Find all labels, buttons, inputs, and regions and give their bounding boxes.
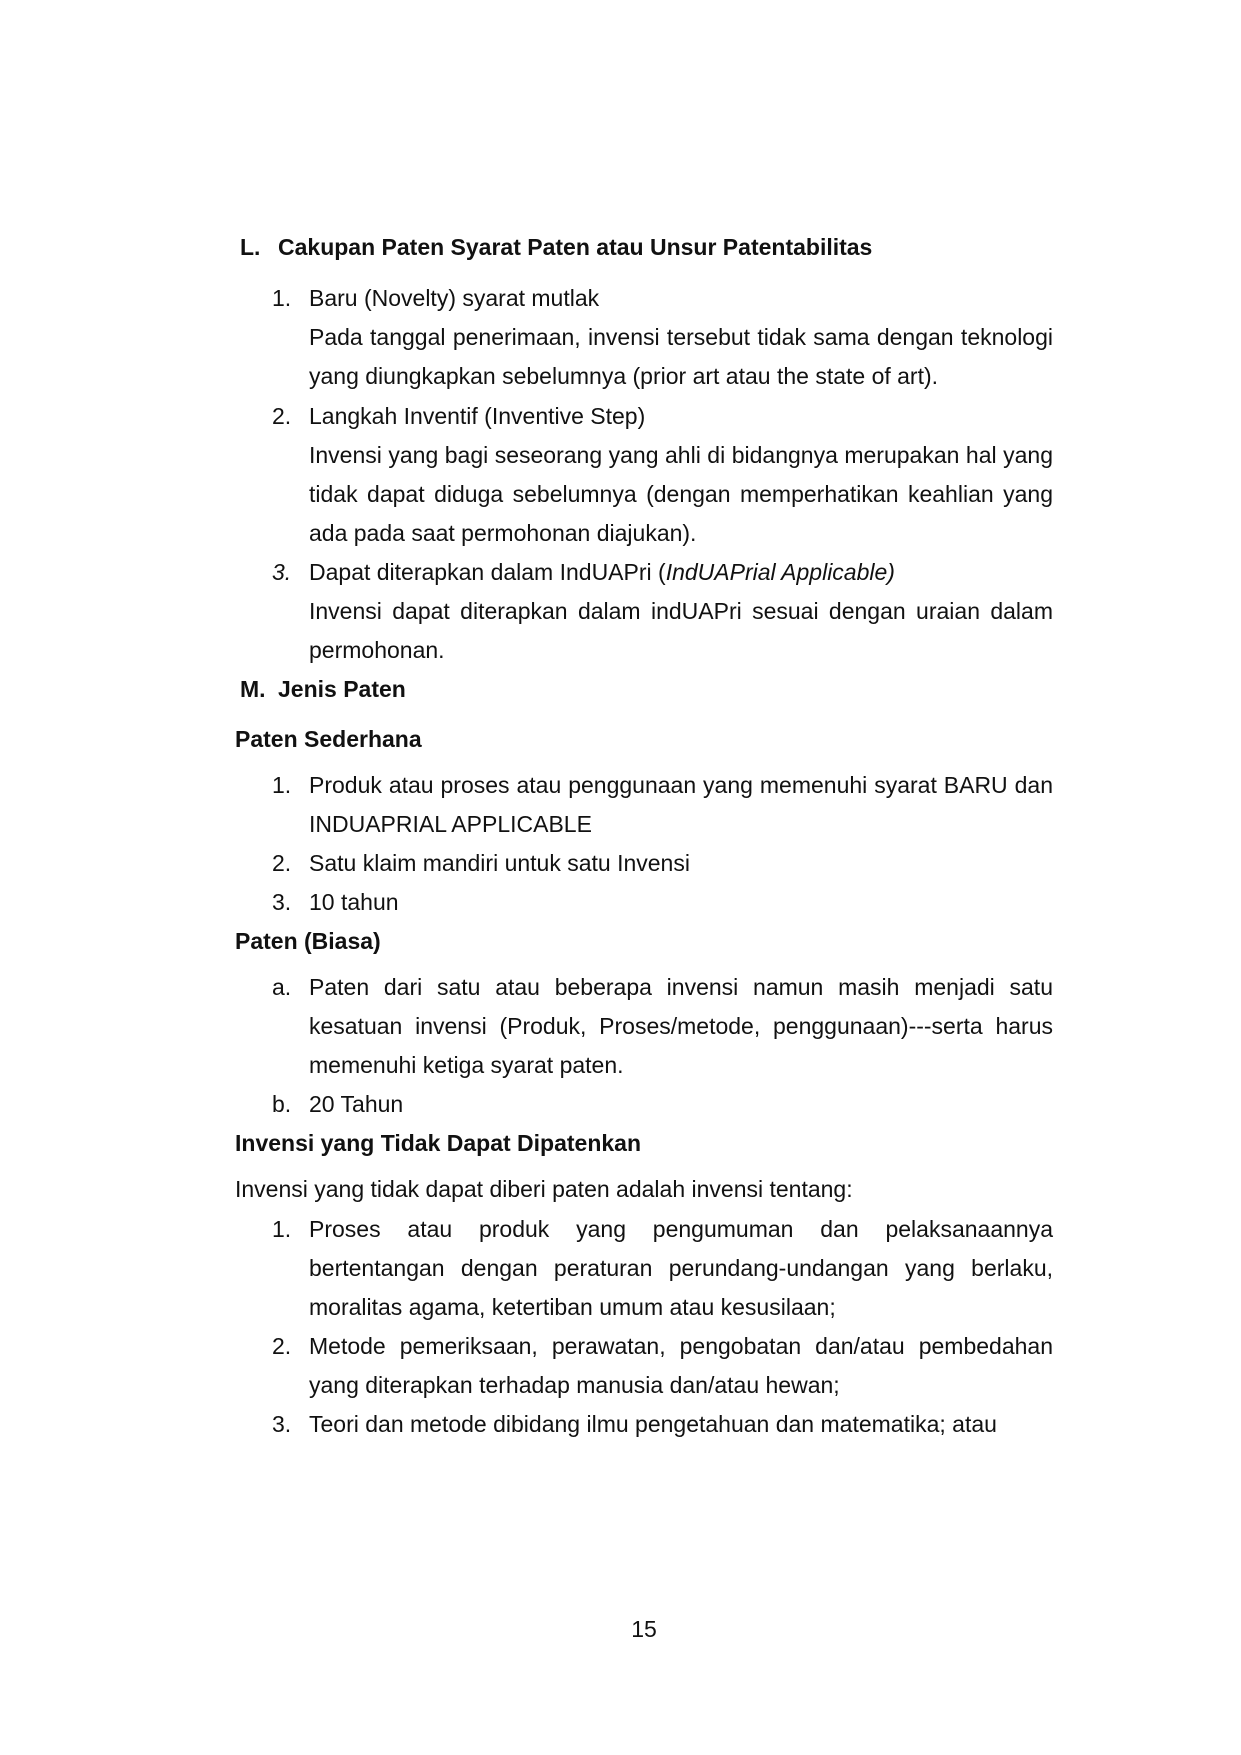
list-item-text: INDUAPRIAL APPLICABLE <box>309 811 592 837</box>
list-item-text: bertentangan dengan peraturan perundang-undangan yang berlaku, <box>309 1255 1053 1281</box>
section-l-letter: L. <box>240 234 261 260</box>
list-item-text: Metode pemeriksaan, perawatan, pengobatan dan/atau pembedahan <box>309 1333 1053 1359</box>
heading-italic: IndUAPrial Applicable) <box>665 559 895 585</box>
list-number: a. <box>272 974 292 1000</box>
subsection-title: Paten (Biasa) <box>235 928 381 954</box>
list-item-text: yang diungkapkan sebelumnya (prior art atau the state of art). <box>309 363 939 389</box>
list-number: 1. <box>272 772 292 798</box>
list-item-text: ada pada saat permohonan diajukan). <box>309 520 697 546</box>
list-item-text: Satu klaim mandiri untuk satu Invensi <box>309 850 690 876</box>
list-number: 3. <box>272 889 292 915</box>
list-number: 1. <box>272 285 292 311</box>
subsection-title: Invensi yang Tidak Dapat Dipatenkan <box>235 1130 642 1156</box>
list-item-heading: Baru (Novelty) syarat mutlak <box>309 285 600 311</box>
list-item-text: Paten dari satu atau beberapa invensi namun masih menjadi satu <box>309 974 1053 1000</box>
list-number: 3. <box>272 559 292 585</box>
list-item-heading: Langkah Inventif (Inventive Step) <box>309 403 646 429</box>
intro-text: Invensi yang tidak dapat diberi paten adalah invensi tentang: <box>235 1176 853 1202</box>
list-item-text: memenuhi ketiga syarat paten. <box>309 1052 624 1078</box>
list-item-text: Produk atau proses atau penggunaan yang memenuhi syarat BARU dan <box>309 772 1053 798</box>
list-item-text: Invensi yang bagi seseorang yang ahli di bidangnya merupakan hal yang <box>309 442 1053 468</box>
section-m-letter: M. <box>240 676 266 702</box>
list-item-text: Proses atau produk yang pengumuman dan pelaksanaannya <box>309 1216 1053 1242</box>
list-item-text: moralitas agama, ketertiban umum atau kesusilaan; <box>309 1294 836 1320</box>
heading-prefix: Dapat diterapkan dalam IndUAPri ( <box>309 559 666 585</box>
list-number: 2. <box>272 850 292 876</box>
page-number: 15 <box>631 1616 657 1642</box>
list-item-text: Pada tanggal penerimaan, invensi tersebut tidak sama dengan teknologi <box>309 324 1053 350</box>
section-m-title: Jenis Paten <box>278 676 406 702</box>
list-item-text: Invensi dapat diterapkan dalam indUAPri sesuai dengan uraian dalam <box>309 598 1053 624</box>
list-item-text: 10 tahun <box>309 889 399 915</box>
list-item-text: kesatuan invensi (Produk, Proses/metode, penggunaan)---serta harus <box>309 1013 1053 1039</box>
list-number: 2. <box>272 403 292 429</box>
list-item-heading <box>309 557 895 587</box>
list-number: b. <box>272 1091 292 1117</box>
subsection-title: Paten Sederhana <box>235 726 422 752</box>
list-item-text: tidak dapat diduga sebelumnya (dengan memperhatikan keahlian yang <box>309 481 1053 507</box>
list-number: 3. <box>272 1411 292 1437</box>
list-number: 2. <box>272 1333 292 1359</box>
list-item-text: permohonan. <box>309 637 445 663</box>
list-number: 1. <box>272 1216 292 1242</box>
list-item-text: 20 Tahun <box>309 1091 404 1117</box>
list-item-text: yang diterapkan terhadap manusia dan/atau hewan; <box>309 1372 840 1398</box>
list-item-text: Teori dan metode dibidang ilmu pengetahuan dan matematika; atau <box>309 1411 997 1437</box>
section-l-title: Cakupan Paten Syarat Paten atau Unsur Patentabilitas <box>278 234 873 260</box>
